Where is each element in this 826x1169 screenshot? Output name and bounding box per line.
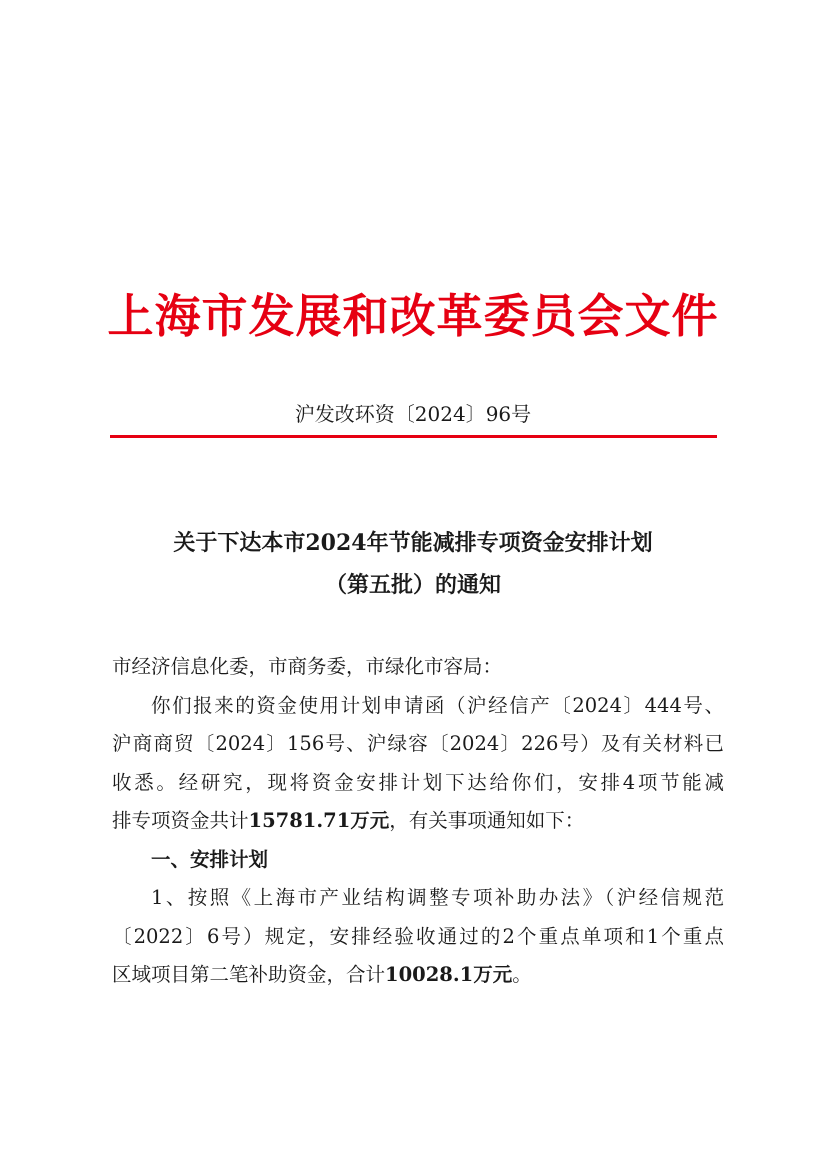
red-divider-rule bbox=[110, 435, 717, 438]
notice-title-line-1: 关于下达本市2024年节能减排专项资金安排计划 bbox=[173, 530, 653, 556]
paragraph-1-line-4 bbox=[112, 802, 724, 841]
paragraph-2-line-1: 1、按照《上海市产业结构调整专项补助办法》（沪经信规范 bbox=[151, 886, 724, 909]
paragraph-1-line-3: 收悉。经研究，现将资金安排计划下达给你们，安排4项节能减 bbox=[112, 770, 724, 794]
section-heading-1: 一、安排计划 bbox=[151, 847, 269, 871]
document-number: 沪发改环资〔2024〕96号 bbox=[294, 402, 532, 426]
paragraph-1-line-1: 你们报来的资金使用计划申请函（沪经信产〔2024〕444号、 bbox=[151, 693, 724, 717]
paragraph-2-line-3-pre: 区域项目第二笔补助资金，合计 bbox=[112, 963, 386, 986]
paragraph-2-line-2: 〔2022〕6号）规定，安排经验收通过的2个重点单项和1个重点 bbox=[112, 924, 724, 948]
notice-title-line-2: （第五批）的通知 bbox=[324, 572, 501, 598]
subsidy-amount: 10028.1万元 bbox=[385, 963, 513, 986]
addressee-line: 市经济信息化委，市商务委，市绿化市容局： bbox=[112, 655, 503, 678]
paragraph-2-line-3 bbox=[112, 956, 724, 995]
notice-body bbox=[112, 648, 724, 995]
paragraph-1-line-4-pre: 排专项资金共计 bbox=[112, 809, 249, 832]
paragraph-2-line-3-post: 。 bbox=[512, 963, 532, 986]
issuer-header-title: 上海市发展和改革委员会文件 bbox=[107, 289, 719, 343]
paragraph-1-line-2: 沪商商贸〔2024〕156号、沪绿容〔2024〕226号）及有关材料已 bbox=[112, 732, 724, 755]
paragraph-1-line-4-post: ，有关事项通知如下： bbox=[389, 809, 585, 832]
total-amount: 15781.71万元 bbox=[248, 809, 390, 832]
